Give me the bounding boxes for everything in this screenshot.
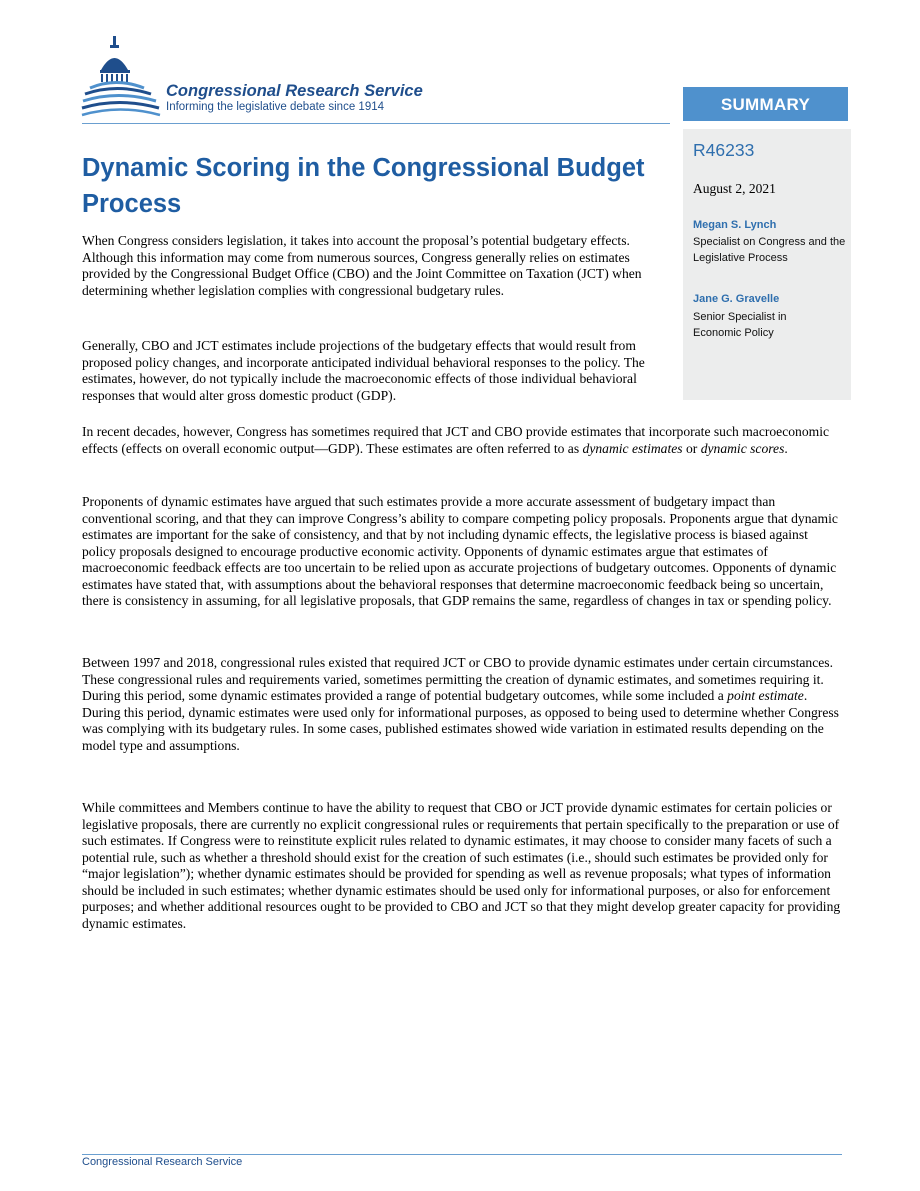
report-date: August 2, 2021 [693,181,776,196]
org-tagline: Informing the legislative debate since 1914 [166,101,385,113]
author-title: Specialist on Congress and the Legislative Process [693,236,846,264]
report-number: R46233 [693,140,755,160]
paragraph-text: . [784,440,788,456]
author-name[interactable]: Megan S. Lynch [693,219,777,231]
emphasis-text: dynamic scores [700,440,785,456]
author-title: Senior Specialist in Economic Policy [693,311,787,339]
summary-paragraph: When Congress considers legislation, it takes into account the proposal’s potential budgetary effects. Although this information may come from numerous sources, Congress generally relies on estimates provided by the Congressional Budget Office (CBO) and the Joint Committee on Taxation (JCT) when determining whether legislation complies with congressional budgetary rules. [82,233,642,298]
emphasis-text: dynamic estimates [582,440,683,456]
paragraph-text: In recent decades, however, Congress has sometimes required that JCT and CBO provide estimates that incorporate such macroeconomic effects (effects on overall economic output—GDP). These estimates are often referred to as [82,424,830,456]
paragraph-text: . During this period, dynamic estimates were used only for informational purposes, as opposed to being used to determine whether Congress was complying with its budgetary rules. In some cases, published estimates showed wide variation in estimated results depending on the model type and assumptions. [82,688,839,753]
summary-paragraph: While committees and Members continue to have the ability to request that CBO or JCT provide dynamic estimates for certain policies or legislative proposals, there are currently no explicit congressional rules or requirements that pertain specifically to the preparation or use of such estimates. If Congress were to reinstitute explicit rules related to dynamic estimates, it may choose to consider many facets of such a potential rule, such as whether a threshold should exist for the creation of such estimates (i.e., should such estimates be provided only for “major legislation”); whether dynamic estimates should be provided for spending as well as revenue proposals; what types of information should be included in such estimates; whether dynamic estimates should be used only for informational purposes, or also for enforcement purposes; and whether additional resources ought to be provided to CBO and JCT so that they might develop greater capacity for providing dynamic estimates. [82,800,841,931]
summary-sidebar [683,129,851,400]
summary-label: SUMMARY [683,87,848,121]
footer-text: Congressional Research Service [82,1156,243,1168]
summary-paragraph [82,424,844,457]
paragraph-text: or [682,440,701,456]
org-name: Congressional Research Service [166,82,423,100]
summary-paragraph: Generally, CBO and JCT estimates include projections of the budgetary effects that would result from proposed policy changes, and incorporate anticipated individual behavioral responses to the policy. The estimates, however, do not typically include the macroeconomic effects of those individual behavioral responses that would alter gross domestic product (GDP). [82,338,645,403]
summary-paragraph: Proponents of dynamic estimates have argued that such estimates provide a more accurate assessment of budgetary impact than conventional scoring, and that they can improve Congress’s ability to compare competing policy proposals. Proponents argue that dynamic estimates are important for the sake of consistency, and that by not including dynamic effects, the legislative process is biased against policy proposals designed to encourage productive economic activity. Opponents of dynamic estimates argue that estimates of macroeconomic feedback effects are too uncertain to be relied upon as accurate projections of budgetary outcomes. Opponents of dynamic estimates have stated that, with assumptions about the behavioral responses that determine macroeconomic feedback being so uncertain, there is consistency in assuming, for all legislative proposals, that GDP remains the same, regardless of changes in tax or spending policy. [82,494,838,609]
emphasis-text: point estimate [727,688,804,704]
author-name[interactable]: Jane G. Gravelle [693,293,780,305]
paragraph-text: Between 1997 and 2018, congressional rules existed that required JCT or CBO to provide dynamic estimates under certain circumstances. These congressional rules and requirements varied, sometimes permitting the creation of dynamic estimates, and sometimes requiring it. During this period, some dynamic estimates provided a range of potential budgetary outcomes, while some included a [82,655,833,704]
capitol-dome-icon [80,34,162,122]
summary-paragraph [82,655,844,754]
header-divider [82,123,670,124]
footer-divider [82,1154,842,1155]
page-title: Dynamic Scoring in the Congressional Budget Process [82,154,645,218]
crs-logo [80,34,480,124]
